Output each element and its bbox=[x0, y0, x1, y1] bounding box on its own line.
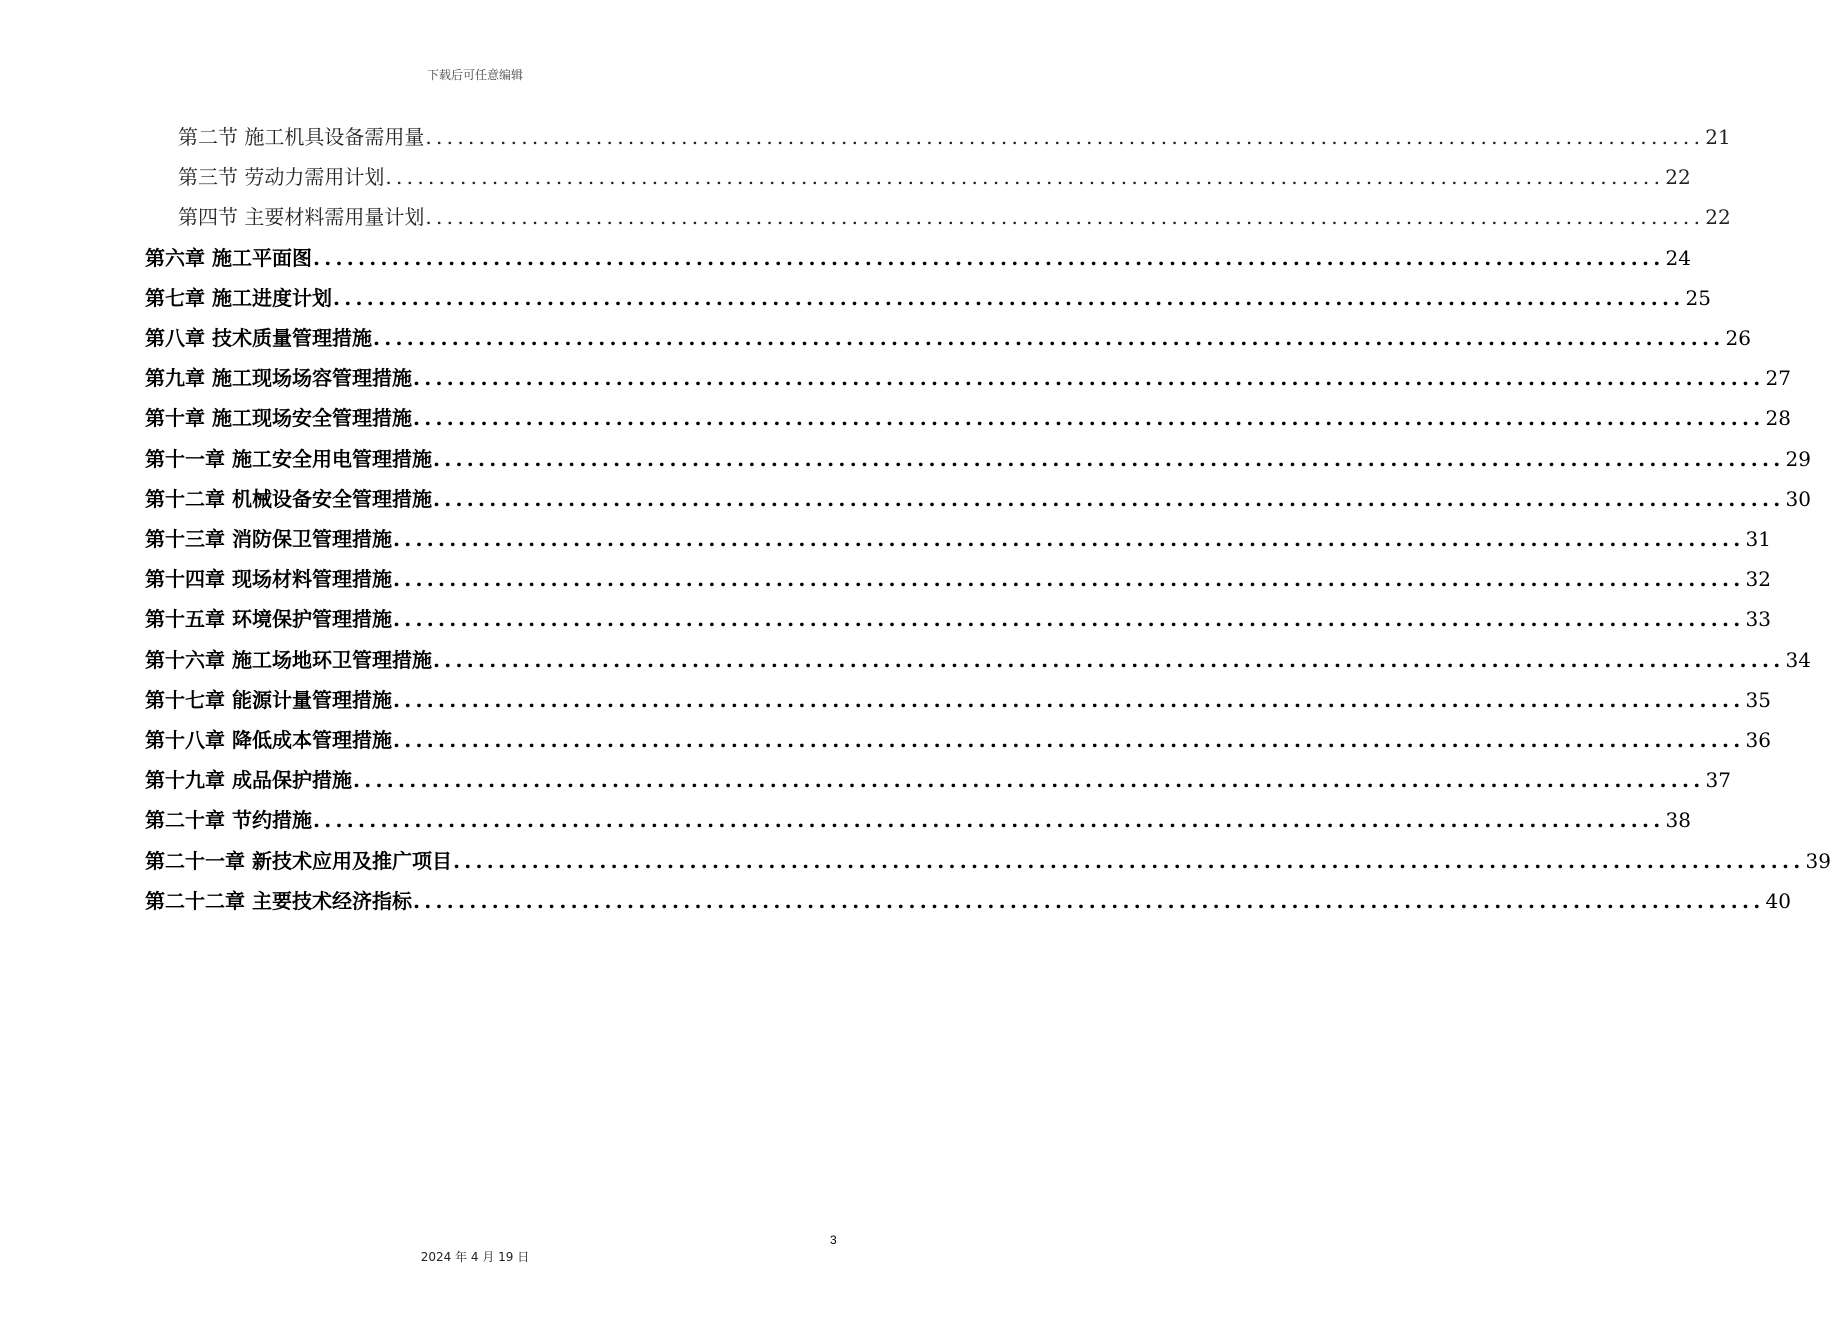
toc-entry[interactable] bbox=[145, 519, 1771, 559]
toc-leader-dots: ........................................................................................................................ bbox=[392, 728, 1745, 752]
toc-entry-page: 28 bbox=[1765, 406, 1791, 431]
toc-entry[interactable] bbox=[145, 318, 1751, 358]
toc-entry-title: 第四节 主要材料需用量计划 bbox=[178, 205, 425, 230]
toc-leader-dots: ........................................................................................................................ bbox=[432, 446, 1785, 471]
toc-leader-dots: ........................................................................................................................ bbox=[412, 406, 1765, 431]
toc-entry-title: 第九章 施工现场场容管理措施 bbox=[145, 366, 412, 391]
toc-leader-dots: ........................................................................................................................ bbox=[425, 125, 1705, 149]
toc-entry-page: 37 bbox=[1705, 768, 1731, 793]
toc-leader-dots: ........................................................................................................................ bbox=[432, 486, 1785, 511]
toc-entry[interactable] bbox=[145, 559, 1771, 599]
toc-entry-page: 29 bbox=[1785, 446, 1811, 471]
toc-entry-title: 第二节 施工机具设备需用量 bbox=[178, 125, 425, 149]
toc-entry-title: 第十五章 环境保护管理措施 bbox=[145, 607, 392, 632]
toc-entry-page: 22 bbox=[1665, 165, 1691, 190]
page-number: 3 bbox=[830, 1233, 837, 1247]
toc-entry-title: 第二十二章 主要技术经济指标 bbox=[145, 888, 412, 913]
toc-entry[interactable] bbox=[178, 117, 1731, 157]
toc-leader-dots: ........................................................................................................................ bbox=[432, 647, 1785, 672]
toc-entry-title: 第十八章 降低成本管理措施 bbox=[145, 728, 392, 752]
toc-entry-page: 38 bbox=[1665, 808, 1691, 833]
toc-entry-page: 36 bbox=[1745, 728, 1771, 752]
toc-entry-title: 第十六章 施工场地环卫管理措施 bbox=[145, 647, 432, 672]
toc-entry[interactable] bbox=[178, 157, 1691, 197]
toc-leader-dots: ........................................................................................................................ bbox=[392, 607, 1745, 632]
toc-entry-page: 24 bbox=[1665, 245, 1691, 270]
toc-leader-dots: ........................................................................................................................ bbox=[352, 768, 1705, 793]
toc-entry[interactable] bbox=[145, 599, 1771, 639]
toc-entry-title: 第三节 劳动力需用计划 bbox=[178, 165, 385, 190]
toc-entry-title: 第二十一章 新技术应用及推广项目 bbox=[145, 848, 452, 873]
toc-entry-title: 第八章 技术质量管理措施 bbox=[145, 326, 372, 350]
toc-entry[interactable] bbox=[145, 278, 1711, 318]
toc-leader-dots: ........................................................................................................................ bbox=[392, 527, 1745, 551]
toc-entry-page: 39 bbox=[1805, 848, 1831, 873]
toc-entry-title: 第十三章 消防保卫管理措施 bbox=[145, 527, 392, 551]
toc-entry-page: 27 bbox=[1765, 366, 1791, 391]
toc-entry[interactable] bbox=[145, 881, 1791, 921]
toc-entry[interactable] bbox=[145, 238, 1691, 278]
toc-entry-page: 26 bbox=[1725, 326, 1751, 350]
toc-entry-title: 第十二章 机械设备安全管理措施 bbox=[145, 486, 432, 511]
toc-entry-page: 35 bbox=[1745, 687, 1771, 712]
toc-leader-dots: ........................................................................................................................ bbox=[385, 165, 1665, 190]
toc-entry-title: 第十七章 能源计量管理措施 bbox=[145, 687, 392, 712]
toc-entry-page: 32 bbox=[1745, 567, 1771, 592]
toc-entry[interactable] bbox=[145, 439, 1811, 479]
toc-entry-title: 第十四章 现场材料管理措施 bbox=[145, 567, 392, 592]
toc-leader-dots: ........................................................................................................................ bbox=[452, 848, 1805, 873]
toc-entry-page: 30 bbox=[1785, 486, 1811, 511]
page-footer-date: 2024 年 4 月 19 日 bbox=[420, 1250, 530, 1264]
toc-entry-page: 34 bbox=[1785, 647, 1811, 672]
toc-entry[interactable] bbox=[145, 841, 1831, 881]
toc-entry-title: 第十九章 成品保护措施 bbox=[145, 768, 352, 793]
toc-entry-page: 25 bbox=[1685, 285, 1711, 310]
toc-leader-dots: ........................................................................................................................ bbox=[372, 326, 1725, 350]
toc-entry[interactable] bbox=[145, 479, 1811, 519]
toc-entry-page: 22 bbox=[1705, 205, 1731, 230]
toc-leader-dots: ........................................................................................................................ bbox=[425, 205, 1705, 230]
toc-leader-dots: ........................................................................................................................ bbox=[412, 888, 1765, 913]
toc-entry-page: 33 bbox=[1745, 607, 1771, 632]
toc-entry-title: 第二十章 节约措施 bbox=[145, 808, 312, 833]
toc-entry[interactable] bbox=[178, 197, 1731, 237]
toc-entry-title: 第十一章 施工安全用电管理措施 bbox=[145, 446, 432, 471]
page-header: 下载后可任意编辑 bbox=[426, 68, 523, 82]
toc-entry-title: 第七章 施工进度计划 bbox=[145, 285, 332, 310]
toc-entry-title: 第六章 施工平面图 bbox=[145, 245, 312, 270]
toc-leader-dots: ........................................................................................................................ bbox=[332, 285, 1685, 310]
toc-leader-dots: ........................................................................................................................ bbox=[392, 687, 1745, 712]
toc-entry[interactable] bbox=[145, 720, 1771, 760]
toc-entry-page: 31 bbox=[1745, 527, 1771, 551]
toc-entry-title: 第十章 施工现场安全管理措施 bbox=[145, 406, 412, 431]
toc-entry-page: 40 bbox=[1765, 888, 1791, 913]
toc-entry[interactable] bbox=[145, 760, 1731, 800]
toc-leader-dots: ........................................................................................................................ bbox=[392, 567, 1745, 592]
toc-entry[interactable] bbox=[145, 358, 1791, 398]
toc-leader-dots: ........................................................................................................................ bbox=[312, 808, 1665, 833]
toc-leader-dots: ........................................................................................................................ bbox=[412, 366, 1765, 391]
toc-entry-page: 21 bbox=[1705, 125, 1731, 149]
toc-entry[interactable] bbox=[145, 680, 1771, 720]
toc-leader-dots: ........................................................................................................................ bbox=[312, 245, 1665, 270]
toc-entry[interactable] bbox=[145, 800, 1691, 840]
toc-entry[interactable] bbox=[145, 640, 1811, 680]
toc-entry[interactable] bbox=[145, 398, 1791, 438]
